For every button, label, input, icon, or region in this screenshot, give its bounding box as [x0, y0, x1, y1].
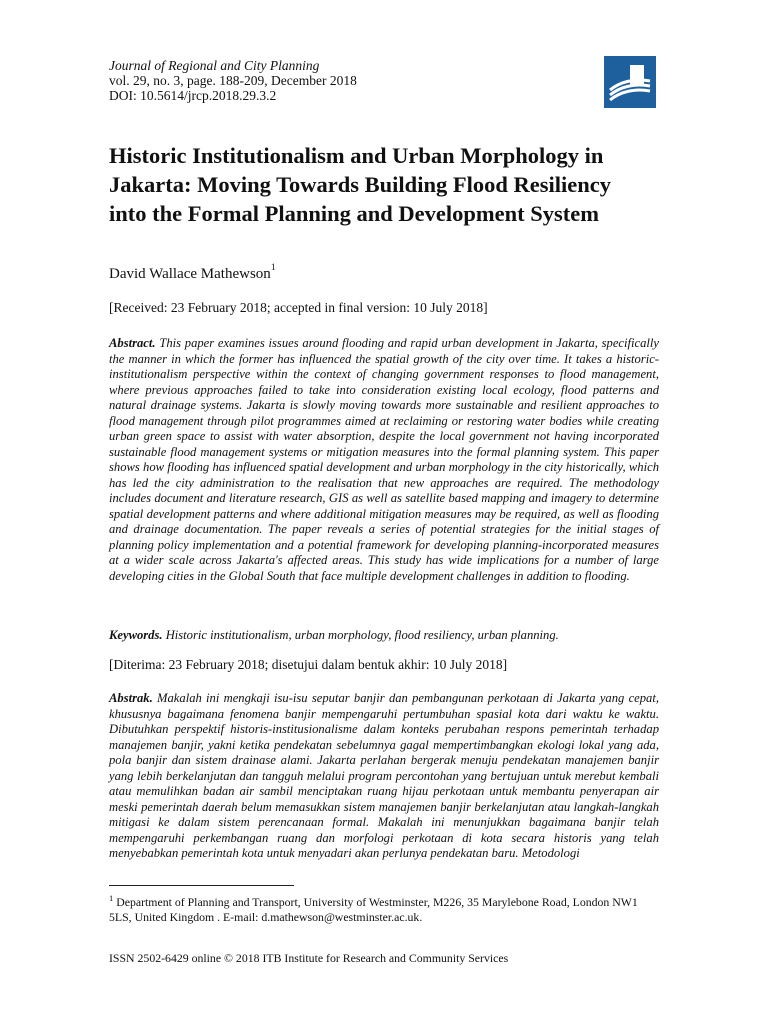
- author-footnote-mark: 1: [270, 263, 276, 273]
- abstrak: [109, 691, 659, 862]
- journal-header: [109, 58, 529, 103]
- footnote-text: Department of Planning and Transport, University of Westminster, M226, 35 Marylebone Road, London NW1 5LS, United Kingdom . E-mail: d.mathewson@westminster.ac.uk.: [109, 894, 638, 924]
- diterima-dates: [Diterima: 23 February 2018; disetujui dalam bentuk akhir: 10 July 2018]: [109, 657, 508, 672]
- abstract-label: Abstract.: [109, 336, 156, 350]
- abstract: [109, 336, 659, 584]
- footnote: [109, 891, 659, 925]
- received-dates: [Received: 23 February 2018; accepted in final version: 10 July 2018]: [109, 300, 488, 315]
- abstract-text: This paper examines issues around flooding and rapid urban development in Jakarta, specifically the manner in which the former has influenced the spatial growth of the city over time. It takes a historic-institutionalism perspective within the context of changing government responses to flood management, where previous approaches failed to take into consideration existing local ecology, flood patterns and natural drainage systems. Jakarta is slowly moving towards more sustainable and resilient approaches to flood management through pilot programmes aimed at reclaiming or restoring water bodies while creating urban green space to assist with water absorption, despite the local government not having incorporated sustainable flood management systems or mitigation measures into the formal planning system. This paper shows how flooding has influenced spatial development and urban morphology in the city historically, which has led the city administration to the realisation that new approaches are required. The methodology includes document and literature research, GIS as well as satellite based mapping and imagery to determine spatial development patterns and where additional mitigation measures may be required, as well as flooding and drainage documentation. The paper reveals a series of potential strategies for the initial stages of planning policy implementation and a potential framework for developing planning-incorporated measures at a wider scale across Jakarta's affected areas. This study has wide implications for a number of large developing cities in the Global South that face multiple development challenges in addition to flooding.: [109, 336, 659, 583]
- volume-info: vol. 29, no. 3, page. 188-209, December 2018: [109, 73, 357, 88]
- paper-title: Historic Institutionalism and Urban Morphology in Jakarta: Moving Towards Building Flood Resiliency into the Formal Planning and Development System: [109, 143, 611, 226]
- doi: DOI: 10.5614/jrcp.2018.29.3.2: [109, 88, 277, 103]
- author: [109, 265, 276, 283]
- journal-logo-icon: [604, 56, 656, 108]
- keywords-label: Keywords.: [109, 628, 163, 642]
- abstrak-label: Abstrak.: [109, 691, 153, 705]
- issn-footer: ISSN 2502-6429 online © 2018 ITB Institute for Research and Community Services: [109, 951, 509, 965]
- abstrak-text: Makalah ini mengkaji isu-isu seputar banjir dan pembangunan perkotaan di Jakarta yang cepat, khususnya bagaimana fenomena banjir mempengaruhi pertumbuhan spasial kota dari waktu ke waktu. Dibutuhkan perspektif historis-institusionalisme dalam konteks perubahan respons pemerintah terhadap manajemen banjir, yakni ketika pendekatan sebelumnya gagal mempertimbangkan ekologi lokal yang ada, pola banjir dan sistem drainase alami. Jakarta perlahan bergerak menuju pendekatan manajemen banjir yang lebih berkelanjutan dan tangguh melalui program percontohan yang bertujuan untuk merebut kembali atau memulihkan badan air sambil menciptakan ruang hijau perkotaan untuk membantu penyerapan air meski pemerintah daerah belum memasukkan sistem manajemen banjir berkelanjutan atau langkah-langkah mitigasi ke dalam sistem perencanaan formal. Makalah ini menunjukkan bagaimana banjir telah mempengaruhi perkembangan ruang dan morfologi perkotaan di kota secara historis yang telah menyebabkan pemerintah kota untuk menyadari akan perlunya pendekatan baru. Metodologi: [109, 691, 659, 860]
- keywords-text: Historic institutionalism, urban morphology, flood resiliency, urban planning.: [165, 628, 559, 642]
- author-name: David Wallace Mathewson: [109, 266, 271, 282]
- footnote-divider: [109, 885, 294, 886]
- footnote-mark: 1: [109, 893, 114, 903]
- keywords: [109, 628, 659, 643]
- journal-name: Journal of Regional and City Planning: [109, 58, 320, 73]
